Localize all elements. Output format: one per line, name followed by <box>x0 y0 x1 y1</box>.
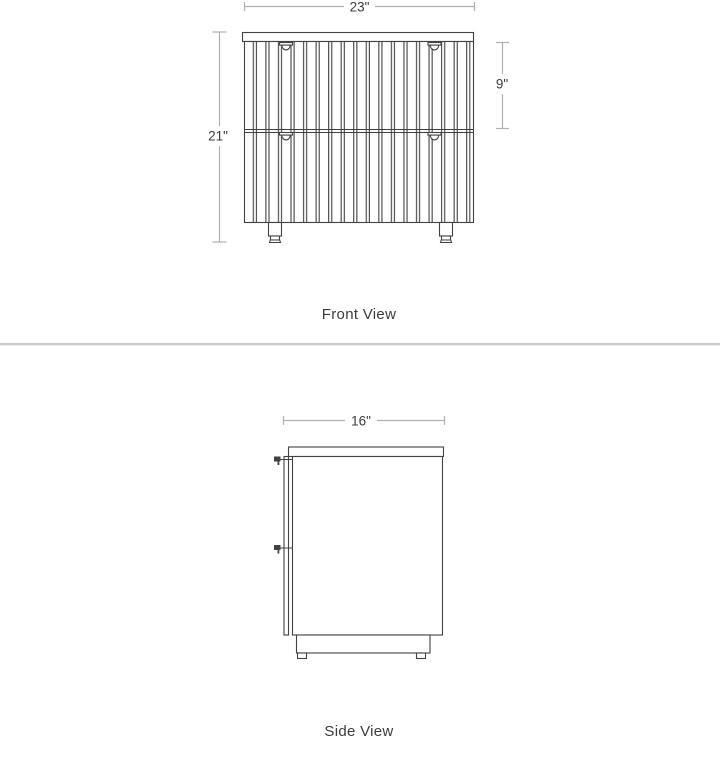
side-top-slab <box>289 447 444 457</box>
front-view-drawing <box>0 0 720 350</box>
side-front-foot <box>298 653 307 659</box>
front-drawer-height-dimension-label: 9" <box>492 74 512 94</box>
cabinet-front <box>243 33 474 243</box>
front-view-caption: Front View <box>321 306 397 323</box>
side-back-foot <box>417 653 426 659</box>
side-drawer-front-edge <box>284 457 289 636</box>
side-pull-bottom <box>274 545 293 554</box>
side-pull-top <box>274 457 293 466</box>
section-divider <box>0 343 720 346</box>
cabinet-side <box>274 447 444 659</box>
side-body-panel <box>293 457 443 636</box>
front-right-leg <box>440 223 453 243</box>
side-view-caption: Side View <box>324 723 394 740</box>
front-left-leg <box>269 223 282 243</box>
front-width-dimension-label: 23" <box>344 0 376 16</box>
side-depth-dimension-label: 16" <box>345 412 377 430</box>
side-plinth <box>297 635 431 653</box>
cabinet-top-slab <box>243 33 474 42</box>
front-height-dimension-label: 21" <box>204 126 232 146</box>
